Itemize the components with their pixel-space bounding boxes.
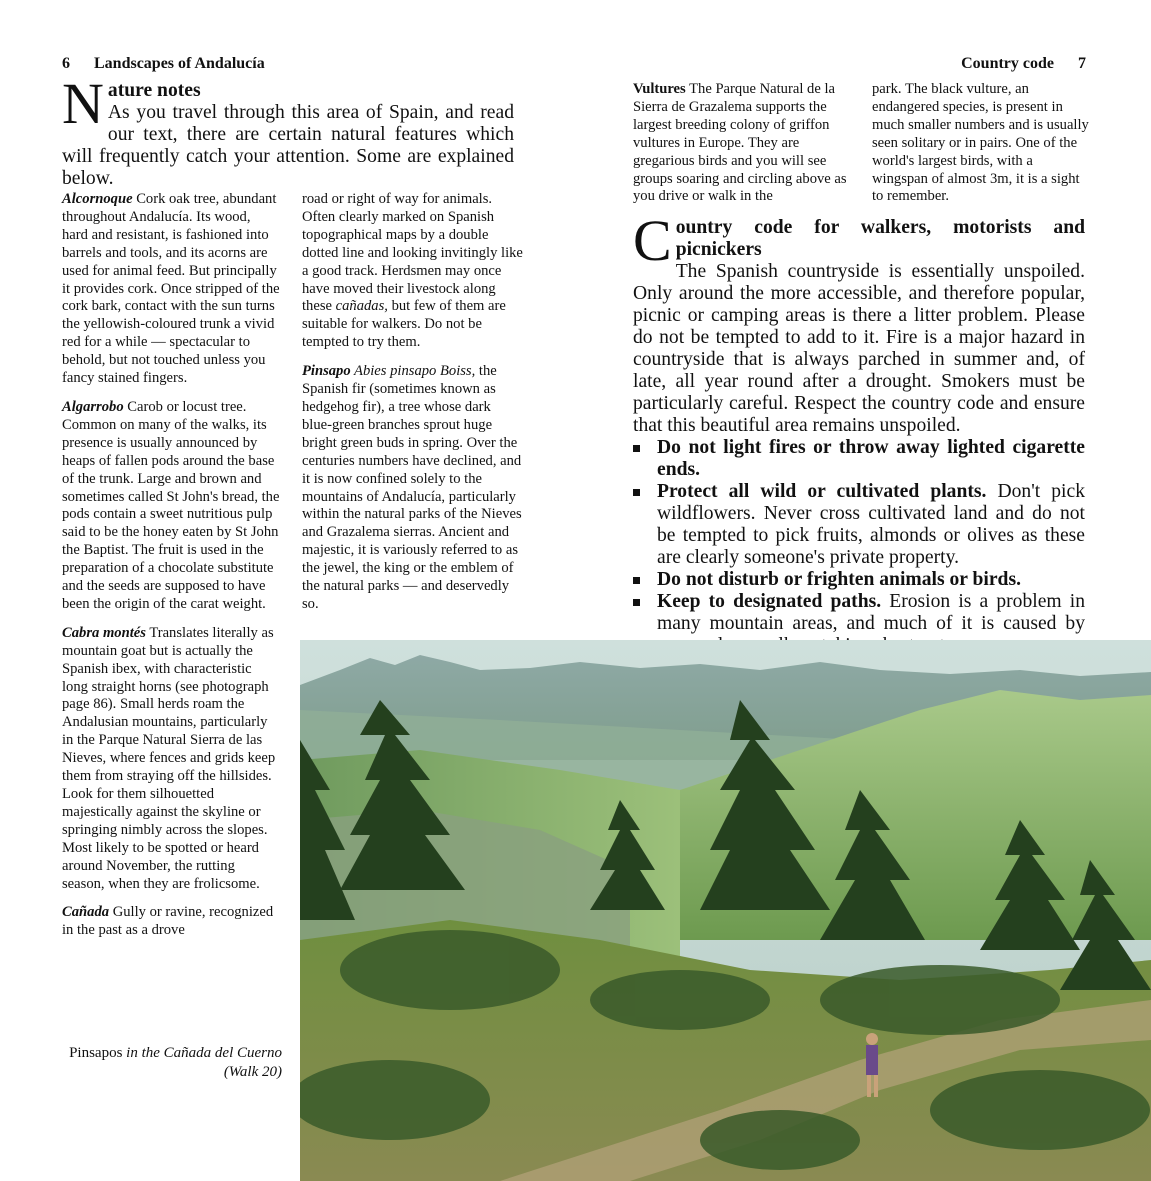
entry-canada-continued: road or right of way for animals. Often clearly marked on Spanish topographical maps by a double dotted line and looking invitingly like a good track. Herdsmen may once have moved their livestock along these cañadas, but few of them are suitable for walkers. Do not be tempted to try them. — [302, 191, 523, 351]
right-header-title: Country code — [961, 55, 1054, 72]
bullet-square-icon — [633, 489, 640, 496]
column-1 — [62, 191, 280, 951]
nature-notes-title: ature notes — [107, 80, 201, 101]
entry-latin: Abies pinsapo Boiss, — [350, 363, 476, 380]
photo-caption — [62, 1044, 282, 1082]
right-running-header — [961, 55, 1086, 73]
entry-term: Alcornoque — [62, 191, 133, 207]
list-item: Do not disturb or frighten animals or birds. — [633, 569, 1085, 591]
entry-text: The Parque Natural de la Sierra de Grazalema supports the largest breeding colony of griffon vultures in Europe. They are gregarious birds and you will see groups soaring and circling above as you drive or walk in the — [633, 81, 847, 205]
entry-algarrobo — [62, 399, 280, 614]
entry-pinsapo — [302, 363, 524, 614]
bullet-square-icon — [633, 599, 640, 606]
entry-term: Pinsapo — [302, 363, 351, 380]
entry-cabra-montes — [62, 625, 280, 894]
country-code-title: ountry code for walkers, motorists and picnickers — [675, 217, 1085, 260]
entry-text: the Spanish fir (sometimes known as hedgehog fir), a tree whose dark blue-green branches sprout huge bright green buds in spring. Over the centuries numbers have declined, and it is now confined solely to the mountains of Andalucía, particularly within the natural parks of the Nieves and Grazalema sierras. Ancient and majestic, it is variously referred to as the jewel, the king or the emblem of the natural parks — and deservedly so. — [302, 363, 522, 612]
column-3 — [633, 81, 853, 217]
entry-term: Cabra montés — [62, 624, 146, 641]
bullet-square-icon — [633, 577, 640, 584]
entry-text: Translates literally as mountain goat but is actually the Spanish ibex, with characteristic long straight horns (see photograph page 86). Small herds roam the Andalusian mountains, particularly in the Parque Natural Sierra de las Nieves, where fences and grids keep them from straying off the hillsides. Look for them silhouetted majestically against the skyline or springing nimbly across the slopes. Most likely to be spotted or heard around November, the rutting season, when they are frolicsome. — [62, 624, 276, 892]
country-code-drop-cap: C — [633, 208, 672, 273]
country-code-section — [633, 208, 1086, 657]
entry-vultures — [633, 81, 853, 206]
list-item: Protect all wild or cultivated plants. Don't pick wildflowers. Never cross cultivated land and do not be tempted to pick fruits, almonds or olives as these are clearly someone's private property. — [633, 481, 1085, 569]
entry-term: Algarrobo — [62, 398, 124, 415]
entry-canada — [62, 904, 280, 940]
landscape-photo — [300, 640, 1151, 1181]
entry-text: Gully or ravine, recognized in the past as a drove — [62, 904, 274, 939]
entry-text: Carob or locust tree. Common on many of the walks, its presence is usually announced by heaps of fallen pods around the base of the trunk. Large and brown and sometimes called St John's bread, the pods contain a sweet nutritious pulp said to be the honey eaten by St John the Baptist. The fruit is used in the preparation of a chocolate substitute and the seeds are supposed to have been the origin of the carat weight. — [62, 398, 280, 612]
pinsapo-forest-illustration — [300, 640, 1151, 1181]
caption-plain: Pinsapos — [69, 1045, 123, 1061]
nature-notes-drop-cap: N — [62, 71, 104, 136]
entry-vultures-continued: park. The black vulture, an endangered species, is present in much smaller numbers and is usually seen solitary or in pairs. One of the world's largest birds, with a wingspan of almost 3m, it is a sight to remember. — [872, 81, 1089, 205]
bullet-square-icon — [633, 445, 640, 452]
caption-italic: in the Cañada del Cuerno (Walk 20) — [122, 1045, 282, 1080]
list-item: Keep to designated paths. Erosion is a problem in many mountain areas, and much of it is caused by — [633, 591, 1085, 657]
entry-alcornoque — [62, 191, 280, 388]
nature-notes-intro: As you travel through this area of Spain, and read our text, there are certain natural features which will frequently catch your attention. Some are explained below. — [62, 102, 514, 189]
left-page-number: 6 — [62, 55, 70, 72]
country-code-intro: The Spanish countryside is essentially unspoiled. Only around the more accessible, and therefore popular, picnic or camping areas is there a litter problem. Please do not be tempted to add to it. Fire is a major hazard in countryside that is always parched in summer and, of late, all year round after a drought. Smokers must be particularly careful. Respect the country code and ensure that this beautiful area remains unspoiled. — [633, 261, 1085, 436]
country-code-rules — [633, 437, 1085, 657]
nature-notes-section — [62, 71, 514, 190]
right-page-number: 7 — [1078, 55, 1086, 72]
entry-term: Vultures — [633, 81, 686, 97]
column-4 — [872, 81, 1092, 217]
left-header-title: Landscapes of Andalucía — [94, 55, 265, 72]
entry-text: Cork oak tree, abundant throughout Andalucía. Its wood, hard and resistant, is fashioned into barrels and tools, and its acorns are used for animal feed. But principally it provides cork. Once stripped of the cork bark, contact with the sun turns the yellowish-coloured trunk a vivid red for a while — spectacular to behold, but not touched unless you fancy stained fingers. — [62, 191, 280, 387]
entry-term: Cañada — [62, 904, 110, 921]
column-2 — [302, 191, 524, 625]
list-item: Do not light fires or throw away lighted cigarette ends. — [633, 437, 1085, 481]
